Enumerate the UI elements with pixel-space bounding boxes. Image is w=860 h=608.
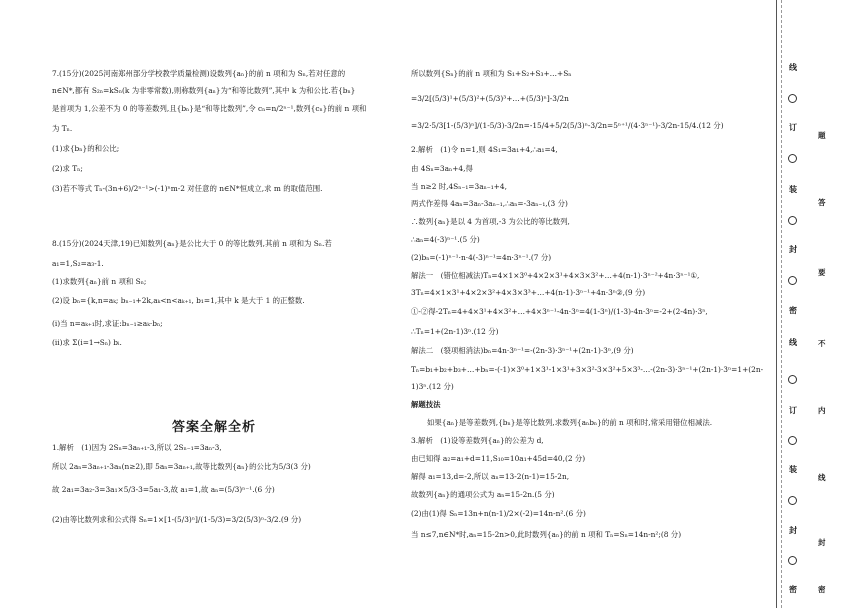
r-line-15: 解法二 (裂项相消法)bₙ=4n·3ⁿ⁻¹=-(2n-3)·3ⁿ⁻¹+(2n-1)·3ⁿ,(9 分): [411, 346, 634, 355]
r-line-3: =3/2·5/3[1-(5/3)ⁿ]/(1-5/3)-3/2n=-15/4+5/2(5/3)ⁿ-3/2n=5ⁿ⁺¹/(4·3ⁿ⁻¹)-3/2n-15/4.(12 分): [411, 121, 724, 130]
binding-hole: [788, 496, 797, 505]
q7-line-1: 7.(15分)(2025河南郑州部分学校教学质量检测)设数列{aₙ}的前 n 项和为 Sₙ,若对任意的: [52, 69, 346, 78]
binding-hole: [788, 276, 797, 285]
r-line-5: 由 4Sₙ=3aₙ+4,得: [411, 164, 473, 173]
r-line-6: 当 n≥2 时,4Sₙ₋₁=3aₙ₋₁+4,: [411, 182, 507, 191]
q8-part-1: (1)求数列{aₙ}前 n 项和 Sₙ;: [52, 277, 147, 286]
binding-char: 密: [789, 584, 797, 594]
binding-char: 线: [789, 337, 797, 347]
binding-hole: [788, 94, 797, 103]
q8-line-1: 8.(15分)(2024天津,19)已知数列{aₙ}是公比大于 0 的等比数列,其前 n 项和为 Sₙ.若: [52, 239, 332, 248]
binding-char: 封: [789, 244, 797, 254]
q7-line-2: n∈N*,都有 S₂ₙ=kSₙ(k 为非零常数),则称数列{aₙ}为“和等比数列”,其中 k 为和公比.若{bₙ}: [52, 86, 356, 95]
binding-char: 订: [789, 405, 797, 415]
binding-hole: [788, 154, 797, 163]
binding-char: 封: [789, 525, 797, 535]
q8-line-2: a₁=1,S₂=a₃-1.: [52, 259, 104, 268]
binding-char: 订: [789, 122, 797, 132]
side-char: 不: [818, 339, 826, 348]
r-line-10: (2)bₙ=(-1)ⁿ⁻¹·n·4(-3)ⁿ⁻¹=4n·3ⁿ⁻¹.(7 分): [411, 253, 552, 262]
side-char: 密: [818, 585, 826, 594]
r-line-12: 3Tₙ=4×1×3¹+4×2×3²+4×3×3³+…+4(n-1)·3ⁿ⁻¹+4n·3ⁿ②,(9 分): [411, 288, 646, 297]
q7-part-3: (3)若不等式 Tₙ-(3n+6)/2ⁿ⁻¹>(-1)ⁿm-2 对任意的 n∈N*恒成立,求 m 的取值范围.: [52, 184, 323, 193]
sol1-line-4: (2)由等比数列求和公式得 Sₙ=1×[1-(5/3)ⁿ]/(1-5/3)=3/2(5/3)ⁿ-3/2.(9 分): [52, 515, 302, 524]
r-line-22: 解得 a₁=13,d=-2,所以 aₙ=13-2(n-1)=15-2n,: [411, 472, 570, 481]
sol1-line-2: 所以 2aₙ=3aₙ₊₁-3aₙ(n≥2),即 5aₙ=3aₙ₊₁,故等比数列{aₙ}的公比为5/3(3 分): [52, 462, 311, 471]
solving-tip-text: 如果{aₙ}是等差数列,{bₙ}是等比数列,求数列{aₙbₙ}的前 n 项和时,常采用错位相减法.: [427, 418, 713, 427]
side-char: 要: [818, 268, 826, 277]
sol1-line-1: 1.解析 (1)因为 2Sₙ=3aₙ₊₁-3,所以 2Sₙ₋₁=3aₙ-3,: [52, 443, 222, 452]
r-line-2: =3/2[(5/3)¹+(5/3)²+(5/3)³+…+(5/3)ⁿ]-3/2n: [411, 94, 569, 103]
q8-part-2-i: (i)当 n=aₖ₊₁时,求证:bₙ₋₁≥aₖ·bₙ;: [52, 319, 163, 328]
binding-char: 密: [789, 305, 797, 315]
side-char: 内: [818, 406, 826, 415]
binding-char: 装: [789, 464, 797, 474]
binding-char: 装: [789, 184, 797, 194]
r-line-23: 故数列{aₙ}的通项公式为 aₙ=15-2n.(5 分): [411, 490, 555, 499]
binding-hole: [788, 375, 797, 384]
r-line-9: ∴aₙ=4(-3)ⁿ⁻¹.(5 分): [411, 235, 480, 244]
r-line-13: ①-②得-2Tₙ=4+4×3¹+4×3²+…+4×3ⁿ⁻¹-4n·3ⁿ=4(1-3ⁿ)/(1-3)-4n·3ⁿ=-2+(2-4n)·3ⁿ,: [411, 307, 708, 316]
r-line-16: Tₙ=b₁+b₂+b₃+…+bₙ=-(-1)×3⁰+1×3¹-1×3¹+3×3²-3×3²+5×3³-…-(2n-3)·3ⁿ⁻¹+(2n-1)·3ⁿ=1+(2n-: [411, 365, 764, 374]
binding-rule: [776, 0, 777, 608]
q8-part-2: (2)设 bₙ={k,n=aₖ; bₙ₋₁+2k,aₖ<n<aₖ₊₁, b₁=1,其中 k 是大于 1 的正整数.: [52, 296, 305, 305]
q7-line-4: 为 Tₙ.: [52, 124, 73, 133]
r-line-7: 两式作差得 4aₙ=3aₙ-3aₙ₋₁,∴aₙ=-3aₙ₋₁,(3 分): [411, 199, 568, 208]
binding-dashed-line: [781, 0, 782, 608]
r-line-1: 所以数列{Sₙ}的前 n 项和为 S₁+S₂+S₃+…+Sₙ: [411, 69, 572, 78]
r-line-14: ∴Tₙ=1+(2n-1)3ⁿ.(12 分): [411, 327, 499, 336]
q7-line-3: 是首项为 1,公差不为 0 的等差数列,且{bₙ}是“和等比数列”,令 cₙ=n/2ⁿ⁻¹,数列{cₙ}的前 n 项和: [52, 104, 367, 113]
r-line-25: 当 n≤7,n∈N*时,aₙ=15-2n>0,此时数列{aₙ}的前 n 项和 Tₙ=Sₙ=14n-n²;(8 分): [411, 530, 682, 539]
side-char: 线: [818, 473, 826, 482]
answer-title: 答案全解全析: [172, 420, 257, 435]
side-char: 封: [818, 538, 826, 547]
q7-part-2: (2)求 Tₙ;: [52, 164, 83, 173]
binding-hole: [788, 216, 797, 225]
q7-part-1: (1)求{bₙ}的和公比;: [52, 144, 120, 153]
r-line-17: 1)3ⁿ.(12 分): [411, 382, 454, 391]
binding-char: 线: [789, 62, 797, 72]
q8-part-2-ii: (ii)求 Σ(i=1→Sₙ) bᵢ.: [52, 338, 122, 347]
side-char: 题: [818, 131, 826, 140]
r-line-8: ∴数列{aₙ}是以 4 为首项,-3 为公比的等比数列,: [411, 217, 570, 226]
r-line-11: 解法一 (错位相减法)Tₙ=4×1×3⁰+4×2×3¹+4×3×3²+…+4(n-1)·3ⁿ⁻²+4n·3ⁿ⁻¹①,: [411, 271, 700, 280]
r-line-20: 3.解析 (1)设等差数列{aₙ}的公差为 d,: [411, 436, 544, 445]
binding-hole: [788, 556, 797, 565]
r-line-24: (2)由(1)得 Sₙ=13n+n(n-1)/2×(-2)=14n-n².(6 分): [411, 509, 586, 518]
r-line-21: 由已知得 a₂=a₁+d=11,S₁₀=10a₁+45d=40,(2 分): [411, 454, 586, 463]
side-char: 答: [818, 198, 826, 207]
binding-hole: [788, 436, 797, 445]
solving-tip-heading: 解题技法: [411, 400, 441, 409]
sol1-line-3: 故 2a₁=3a₂-3=3a₁×5/3-3=5a₁-3,故 a₁=1,故 aₙ=(5/3)ⁿ⁻¹.(6 分): [52, 485, 275, 494]
r-line-4: 2.解析 (1)令 n=1,则 4S₁=3a₁+4,∴a₁=4,: [411, 145, 558, 154]
